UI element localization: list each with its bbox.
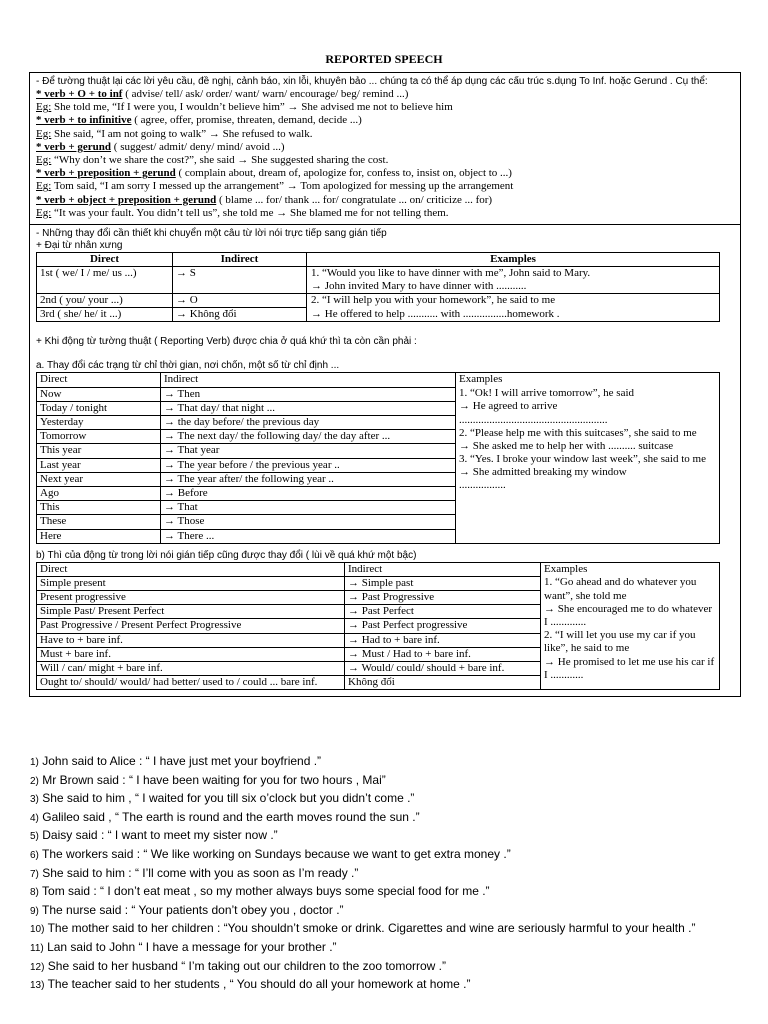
arrow-icon: → bbox=[276, 206, 288, 219]
exercise-text: Daisy said : “ I want to meet my sister now .” bbox=[42, 828, 278, 843]
pattern-example bbox=[36, 101, 734, 114]
time-direct-cell: Yesterday bbox=[37, 416, 161, 430]
exercise-number: 4) bbox=[30, 812, 39, 824]
exercise-list bbox=[30, 753, 742, 995]
eg-result: She blamed me for not telling them. bbox=[290, 206, 449, 219]
pattern-verbs: ( complain about, dream of, apologize for, confess to, insist on, object to ...) bbox=[178, 167, 512, 180]
eg-label: Eg: bbox=[36, 180, 52, 193]
verb-patterns-section bbox=[30, 73, 740, 224]
pronoun-example-line: → John invited Mary to have dinner with ........... bbox=[311, 280, 527, 293]
tense-direct-cell: Ought to/ should/ would/ had better/ used to / could ... bare inf. bbox=[37, 676, 345, 690]
exercise-number: 10) bbox=[30, 924, 45, 936]
pronoun-header-examples: Examples bbox=[307, 252, 720, 266]
pronoun-indirect-cell: → S bbox=[173, 267, 307, 294]
exercise-item bbox=[30, 753, 742, 772]
pattern-line bbox=[36, 194, 734, 207]
tense-indirect-cell: → Past Perfect progressive bbox=[345, 619, 541, 633]
eg-text: “It was your fault. You didn’t tell us”, she told me bbox=[54, 206, 274, 219]
time-header-indirect: Indirect bbox=[161, 373, 456, 387]
time-place-table bbox=[36, 372, 720, 543]
exercise-item bbox=[30, 827, 742, 846]
pronoun-indirect-cell: → O bbox=[173, 294, 307, 308]
pattern-formula: * verb + to infinitive bbox=[36, 114, 132, 127]
part-b-heading: b) Thì của động từ trong lời nói gián tiếp cũng được thay đổi ( lùi về quá khứ một bậc) bbox=[36, 549, 417, 561]
exercise-number: 2) bbox=[30, 775, 39, 787]
exercise-text: The teacher said to her students , “ You should do all your homework at home .” bbox=[47, 977, 471, 992]
exercise-item bbox=[30, 883, 742, 902]
arrow-icon: → bbox=[286, 180, 298, 193]
pronoun-table bbox=[36, 252, 720, 323]
pattern-line bbox=[36, 88, 734, 101]
intro-text: - Để tường thuật lại các lời yêu cầu, đề nghị, cảnh báo, xin lỗi, khuyên bảo ... chúng ta có thể áp dụng các cấu trúc s.dụng To Inf. hoặc Gerund . Cụ thể: bbox=[36, 76, 708, 87]
time-example-line: ................. bbox=[459, 479, 506, 492]
time-header-direct: Direct bbox=[37, 373, 161, 387]
exercise-item bbox=[30, 976, 742, 995]
pattern-example bbox=[36, 180, 734, 193]
tense-indirect-cell: → Had to + bare inf. bbox=[345, 633, 541, 647]
pattern-example bbox=[36, 128, 734, 141]
exercise-number: 8) bbox=[30, 887, 39, 899]
pattern-line bbox=[36, 114, 734, 127]
time-indirect-cell: → Those bbox=[161, 515, 456, 529]
tense-indirect-cell: → Would/ could/ should + bare inf. bbox=[345, 662, 541, 676]
eg-result: She advised me not to believe him bbox=[301, 101, 453, 114]
exercise-item bbox=[30, 809, 742, 828]
pronoun-direct-cell: 1st ( we/ I / me/ us ...) bbox=[37, 267, 173, 294]
time-direct-cell: Now bbox=[37, 387, 161, 401]
time-header-examples: Examples bbox=[456, 373, 720, 387]
tense-direct-cell: Past Progressive / Present Perfect Progressive bbox=[37, 619, 345, 633]
tense-indirect-cell: → Simple past bbox=[345, 576, 541, 590]
time-indirect-cell: → The next day/ the following day/ the day after ... bbox=[161, 430, 456, 444]
exercise-text: The nurse said : “ Your patients don’t obey you , doctor .” bbox=[42, 902, 344, 917]
pattern-example bbox=[36, 207, 734, 220]
pronoun-heading: + Đại từ nhân xưng bbox=[36, 239, 123, 251]
tense-example-line: → He promised to let me use his car if I ............ bbox=[544, 655, 715, 681]
eg-label: Eg: bbox=[36, 153, 52, 166]
exercise-item bbox=[30, 939, 742, 958]
pattern-verbs: ( blame ... for/ thank ... for/ congratulate ... on/ criticize ... for) bbox=[219, 193, 493, 206]
time-direct-cell: This bbox=[37, 501, 161, 515]
time-direct-cell: Next year bbox=[37, 472, 161, 486]
eg-text: She said, “I am not going to walk” bbox=[54, 127, 207, 140]
time-row bbox=[37, 387, 720, 401]
exercise-item bbox=[30, 790, 742, 809]
pronoun-indirect-cell: → Không đổi bbox=[173, 308, 307, 322]
exercise-item bbox=[30, 958, 742, 977]
changes-heading: - Những thay đổi cần thiết khi chuyển một câu từ lời nói trực tiếp sang gián tiếp bbox=[36, 227, 387, 239]
exercise-text: Galileo said , “ The earth is round and the earth moves round the sun .” bbox=[42, 809, 420, 824]
tense-direct-cell: Simple present bbox=[37, 576, 345, 590]
exercise-text: Tom said : “ I don’t eat meat , so my mother always buys some special food for me .” bbox=[42, 884, 490, 899]
pronoun-example-line: 1. “Would you like to have dinner with me”, John said to Mary. bbox=[311, 267, 591, 280]
time-direct-cell: Today / tonight bbox=[37, 401, 161, 415]
pattern-example bbox=[36, 154, 734, 167]
exercise-number: 5) bbox=[30, 831, 39, 843]
eg-text: Tom said, “I am sorry I messed up the arrangement” bbox=[53, 180, 284, 193]
exercise-number: 13) bbox=[30, 980, 45, 992]
pronoun-header-direct: Direct bbox=[37, 252, 173, 266]
pattern-line bbox=[36, 167, 734, 180]
time-indirect-cell: → Before bbox=[161, 486, 456, 500]
exercise-text: Mr Brown said : “ I have been waiting for you for two hours , Mai” bbox=[42, 772, 386, 787]
tense-header-direct: Direct bbox=[37, 562, 345, 576]
exercise-number: 12) bbox=[30, 961, 45, 973]
time-example-line: 3. “Yes. I broke your window last week”, she said to me bbox=[459, 453, 706, 466]
time-direct-cell: This year bbox=[37, 444, 161, 458]
pattern-formula: * verb + gerund bbox=[36, 140, 112, 153]
time-example-line: → She admitted breaking my window bbox=[459, 466, 627, 479]
time-example-line: → She asked me to help her with .......... suitcase bbox=[459, 439, 674, 452]
time-indirect-cell: → There ... bbox=[161, 529, 456, 543]
changes-section bbox=[30, 224, 740, 697]
exercise-text: She said to him , “ I waited for you till six o’clock but you didn’t come .” bbox=[42, 791, 415, 806]
time-indirect-cell: → The year before / the previous year .. bbox=[161, 458, 456, 472]
exercise-item bbox=[30, 846, 742, 865]
tense-indirect-cell: Không đổi bbox=[345, 676, 541, 690]
time-indirect-cell: → That year bbox=[161, 444, 456, 458]
pattern-formula: * verb + object + preposition + gerund bbox=[36, 193, 217, 206]
pattern-verbs: ( agree, offer, promise, threaten, demand, decide ...) bbox=[134, 114, 362, 127]
exercise-text: The mother said to her children : “You shouldn’t smoke or drink. Cigarettes and wine are seriously harmful to your health .” bbox=[47, 921, 696, 936]
pattern-verbs: ( advise/ tell/ ask/ order/ want/ warn/ encourage/ beg/ remind ...) bbox=[125, 88, 409, 100]
tense-header-examples: Examples bbox=[541, 562, 720, 576]
tense-indirect-cell: → Must / Had to + bare inf. bbox=[345, 647, 541, 661]
exercise-item bbox=[30, 865, 742, 884]
tense-examples-cell bbox=[541, 576, 720, 690]
exercise-number: 7) bbox=[30, 868, 39, 880]
tense-direct-cell: Will / can/ might + bare inf. bbox=[37, 662, 345, 676]
page-title: REPORTED SPEECH bbox=[325, 52, 443, 66]
pattern-formula: * verb + preposition + gerund bbox=[36, 167, 176, 180]
time-indirect-cell: → Then bbox=[161, 387, 456, 401]
pronoun-direct-cell: 3rd ( she/ he/ it ...) bbox=[37, 308, 173, 322]
time-direct-cell: Here bbox=[37, 529, 161, 543]
time-indirect-cell: → The year after/ the following year .. bbox=[161, 472, 456, 486]
tense-example-line: 2. “I will let you use my car if you like”, he said to me bbox=[544, 629, 696, 655]
tense-header-indirect: Indirect bbox=[345, 562, 541, 576]
pronoun-examples-cell bbox=[307, 267, 720, 322]
eg-result: She refused to walk. bbox=[222, 127, 313, 140]
tense-table bbox=[36, 562, 720, 691]
reported-speech-box bbox=[29, 72, 741, 697]
arrow-icon: → bbox=[287, 101, 299, 114]
tense-direct-cell: Have to + bare inf. bbox=[37, 633, 345, 647]
eg-label: Eg: bbox=[36, 127, 52, 140]
eg-result: She suggested sharing the cost. bbox=[251, 153, 389, 166]
tense-indirect-cell: → Past Perfect bbox=[345, 605, 541, 619]
time-example-line: 2. “Please help me with this suitcases”, she said to me bbox=[459, 426, 697, 439]
tense-example-line: → She encouraged me to do whatever I ............. bbox=[544, 602, 712, 628]
time-example-line: → He agreed to arrive bbox=[459, 400, 558, 413]
exercise-number: 1) bbox=[30, 757, 39, 768]
time-examples-cell bbox=[456, 387, 720, 543]
time-indirect-cell: → That bbox=[161, 501, 456, 515]
pronoun-example-line: → He offered to help ........... with ................homework . bbox=[311, 307, 560, 320]
arrow-icon: → bbox=[237, 153, 249, 166]
tense-example-line: 1. “Go ahead and do whatever you want”, she told me bbox=[544, 576, 697, 602]
pattern-verbs: ( suggest/ admit/ deny/ mind/ avoid ...) bbox=[113, 140, 285, 153]
exercise-text: John said to Alice : “ I have just met your boyfriend .” bbox=[42, 754, 322, 768]
pronoun-example-1 bbox=[307, 267, 719, 294]
tense-row bbox=[37, 576, 720, 590]
eg-text: She told me, “If I were you, I wouldn’t believe him” bbox=[54, 101, 285, 114]
exercise-item bbox=[30, 902, 742, 921]
exercise-number: 9) bbox=[30, 905, 39, 917]
pronoun-direct-cell: 2nd ( you/ your ...) bbox=[37, 294, 173, 308]
eg-text: “Why don’t we share the cost?”, she said bbox=[54, 153, 235, 166]
exercise-number: 6) bbox=[30, 849, 39, 861]
part-a-heading: a. Thay đổi các trạng từ chỉ thời gian, nơi chốn, một số từ chỉ định ... bbox=[36, 360, 340, 372]
eg-label: Eg: bbox=[36, 206, 52, 219]
eg-label: Eg: bbox=[36, 101, 52, 114]
time-direct-cell: These bbox=[37, 515, 161, 529]
pattern-formula: * verb + O + to inf bbox=[36, 88, 123, 100]
exercise-number: 3) bbox=[30, 794, 39, 806]
pattern-list bbox=[36, 88, 734, 220]
time-indirect-cell: → That day/ that night ... bbox=[161, 401, 456, 415]
exercise-item bbox=[30, 920, 742, 939]
pronoun-example-2 bbox=[307, 294, 719, 320]
exercise-text: She said to him : “ I’ll come with you as soon as I’m ready .” bbox=[42, 865, 359, 880]
time-indirect-cell: → the day before/ the previous day bbox=[161, 416, 456, 430]
time-direct-cell: Tomorrow bbox=[37, 430, 161, 444]
exercise-text: Lan said to John “ I have a message for your brother .” bbox=[47, 939, 337, 954]
tense-direct-cell: Simple Past/ Present Perfect bbox=[37, 605, 345, 619]
tense-indirect-cell: → Past Progressive bbox=[345, 591, 541, 605]
exercise-number: 11) bbox=[30, 942, 44, 954]
eg-result: Tom apologized for messing up the arrangement bbox=[300, 180, 514, 193]
time-example-line: 1. “Ok! I will arrive tomorrow”, he said bbox=[459, 387, 635, 400]
time-example-line: ...................................................... bbox=[459, 413, 608, 426]
exercise-text: She said to her husband “ I’m taking out our children to the zoo tomorrow .” bbox=[47, 958, 447, 973]
pronoun-header-indirect: Indirect bbox=[173, 252, 307, 266]
arrow-icon: → bbox=[208, 127, 220, 140]
exercise-item bbox=[30, 772, 742, 791]
reporting-verb-note: + Khi động từ tường thuật ( Reporting Verb) được chia ở quá khứ thì ta còn cần phải : bbox=[36, 336, 417, 348]
time-direct-cell: Ago bbox=[37, 486, 161, 500]
pronoun-example-line: 2. “I will help you with your homework”, he said to me bbox=[311, 294, 556, 307]
tense-direct-cell: Must + bare inf. bbox=[37, 647, 345, 661]
exercise-text: The workers said : “ We like working on Sundays because we want to get extra money .” bbox=[42, 846, 511, 861]
pattern-line bbox=[36, 141, 734, 154]
time-direct-cell: Last year bbox=[37, 458, 161, 472]
tense-direct-cell: Present progressive bbox=[37, 591, 345, 605]
